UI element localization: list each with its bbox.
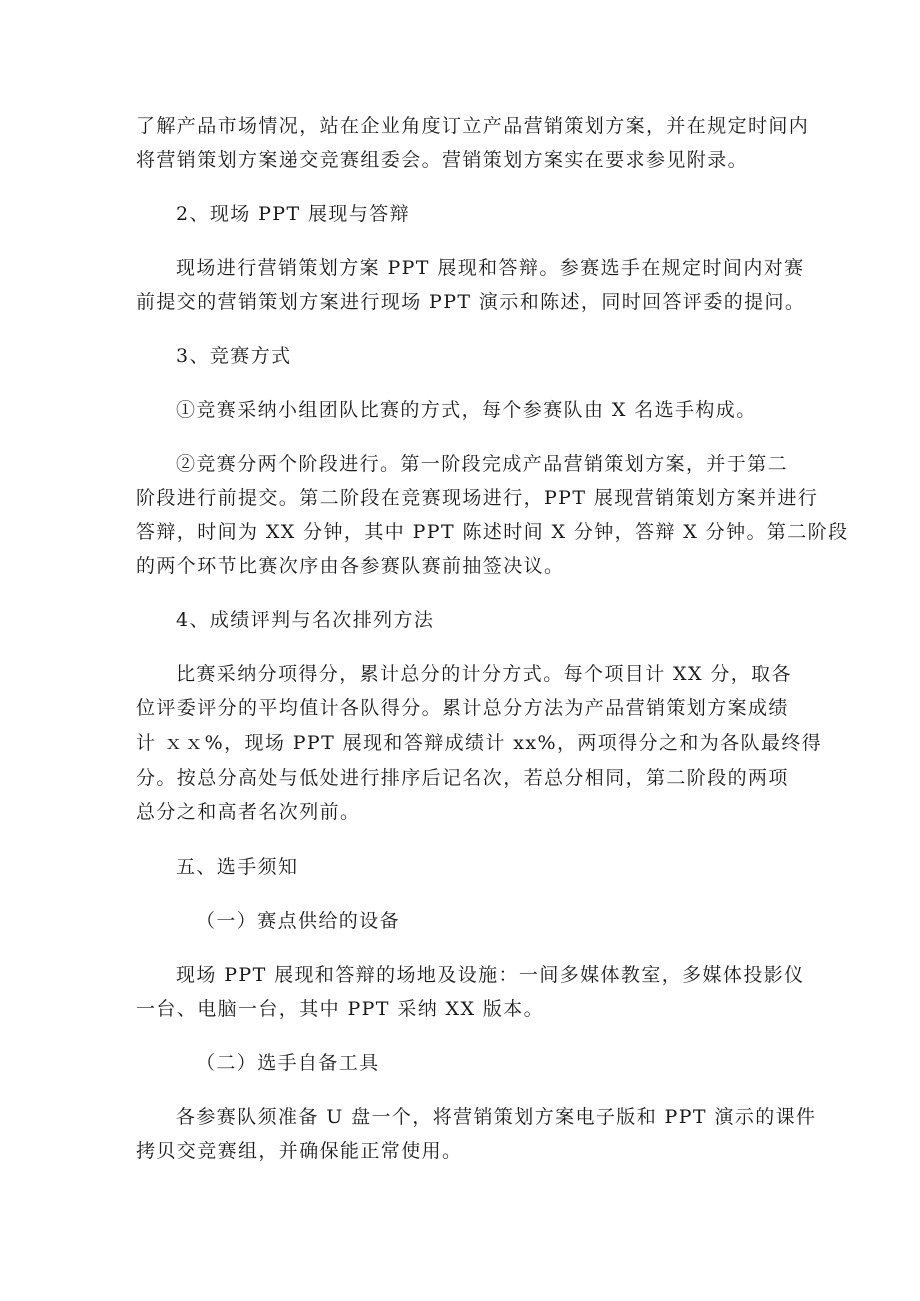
section-3-item-1: ①竞赛采纳小组团队比赛的方式，每个参赛队由 X 名选手构成。 [176,399,757,421]
section-2-line-2: 前提交的营销策划方案进行现场 PPT 演示和陈述，同时回答评委的提问。 [136,291,806,313]
section-3-item-2-line-1: ②竞赛分两个阶段进行。第一阶段完成产品营销策划方案，并于第二 [176,453,789,475]
section-2-heading: 2、现场 PPT 展现与答辩 [176,203,411,225]
section-4-line-3: 计 ｘｘ%，现场 PPT 展现和答辩成绩计 xx%，两项得分之和为各队最终得 [136,732,823,754]
section-5-heading: 五、选手须知 [176,856,299,878]
section-3-item-2-line-4: 的两个环节比赛次序由各参赛队赛前抽签决议。 [136,555,565,577]
section-4-line-1: 比赛采纳分项得分，累计总分的计分方式。每个项目计 XX 分，取各 [176,663,792,685]
intro-line-1: 了解产品市场情况，站在企业角度订立产品营销策划方案，并在规定时间内 [136,115,810,137]
section-5-sub-2-line-2: 拷贝交竞赛组，并确保能正常使用。 [136,1140,463,1162]
section-4-line-4: 分。按总分高处与低处进行排序后记名次，若总分相同，第二阶段的两项 [136,767,789,789]
section-2-line-1: 现场进行营销策划方案 PPT 展现和答辩。参赛选手在规定时间内对赛 [176,257,805,279]
intro-line-2: 将营销策划方案递交竞赛组委会。营销策划方案实在要求参见附录。 [136,149,749,171]
section-5-sub-1-heading: （一）赛点供给的设备 [196,910,401,932]
section-5-sub-1-line-1: 现场 PPT 展现和答辩的场地及设施：一间多媒体教室，多媒体投影仪 [176,964,805,986]
section-4-line-2: 位评委评分的平均值计各队得分。累计总分方法为产品营销策划方案成绩 [136,697,789,719]
section-3-item-2-line-2: 阶段进行前提交。第二阶段在竞赛现场进行，PPT 展现营销策划方案并进行 [136,487,819,509]
section-4-heading: 4、成绩评判与名次排列方法 [176,609,435,631]
section-4-line-5: 总分之和高者名次列前。 [136,801,361,823]
section-5-sub-2-heading: （二）选手自备工具 [196,1052,380,1074]
section-3-heading: 3、竞赛方式 [176,345,292,367]
section-5-sub-1-line-2: 一台、电脑一台，其中 PPT 采纳 XX 版本。 [136,998,545,1020]
section-3-item-2-line-3: 答辩，时间为 XX 分钟，其中 PPT 陈述时间 X 分钟，答辩 X 分钟。第二阶段 [136,521,849,543]
section-5-sub-2-line-1: 各参赛队须准备 U 盘一个，将营销策划方案电子版和 PPT 演示的课件 [176,1106,817,1128]
